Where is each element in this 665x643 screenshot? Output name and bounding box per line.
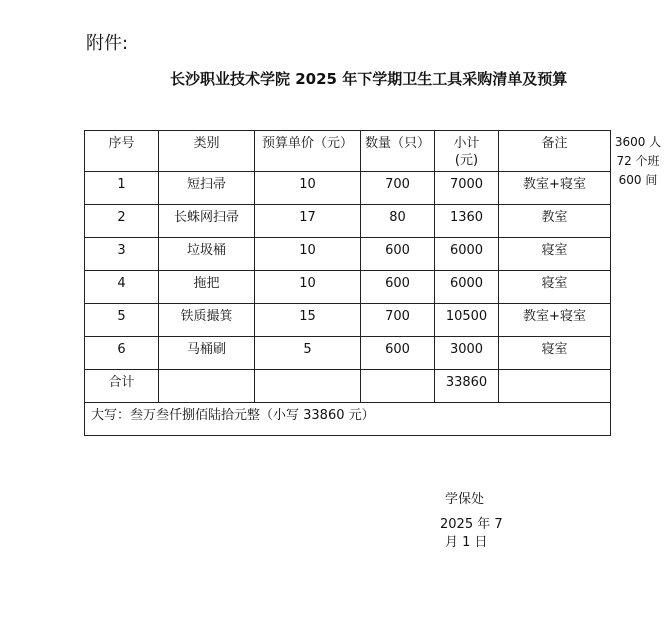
cell-price: 5	[255, 337, 361, 370]
cell-subtotal: 10500	[435, 304, 499, 337]
cell-no: 5	[85, 304, 159, 337]
cell-qty: 80	[361, 205, 435, 238]
side-note	[612, 133, 664, 190]
header-subtotal-unit: (元)	[454, 153, 479, 168]
total-empty-cell	[255, 370, 361, 403]
side-note-classes: 72 个班	[616, 154, 660, 168]
total-empty-cell	[361, 370, 435, 403]
table-header-row	[85, 131, 611, 172]
header-no: 序号	[85, 131, 159, 172]
table-row	[85, 205, 611, 238]
total-label: 合计	[85, 370, 159, 403]
cell-note: 教室+寝室	[499, 304, 611, 337]
header-subtotal	[435, 131, 499, 172]
cell-qty: 700	[361, 304, 435, 337]
cell-qty: 600	[361, 337, 435, 370]
cell-no: 3	[85, 238, 159, 271]
attachment-label: 附件:	[86, 33, 129, 54]
table-row	[85, 337, 611, 370]
signature-dept: 学保处	[445, 492, 485, 507]
cell-qty: 700	[361, 172, 435, 205]
cell-subtotal: 7000	[435, 172, 499, 205]
header-qty: 数量（只）	[361, 131, 435, 172]
table-row	[85, 238, 611, 271]
cell-subtotal: 1360	[435, 205, 499, 238]
signature-date-line1: 2025 年 7	[440, 517, 503, 532]
document-title: 长沙职业技术学院 2025 年下学期卫生工具采购清单及预算	[170, 70, 568, 88]
cell-no: 6	[85, 337, 159, 370]
signature-date-line2: 月 1 日	[445, 535, 488, 550]
total-row	[85, 370, 611, 403]
header-note: 备注	[499, 131, 611, 172]
total-empty-cell	[499, 370, 611, 403]
table-row	[85, 271, 611, 304]
capital-amount-row	[85, 403, 611, 436]
cell-subtotal: 3000	[435, 337, 499, 370]
cell-price: 15	[255, 304, 361, 337]
cell-no: 1	[85, 172, 159, 205]
side-note-students: 3600 人	[614, 135, 662, 149]
cell-note: 教室+寝室	[499, 172, 611, 205]
total-value: 33860	[435, 370, 499, 403]
cell-item: 铁质撮箕	[159, 304, 255, 337]
table-row	[85, 172, 611, 205]
cell-note: 寝室	[499, 238, 611, 271]
cell-note: 寝室	[499, 337, 611, 370]
side-note-rooms: 600 间	[618, 173, 658, 187]
cell-note: 寝室	[499, 271, 611, 304]
cell-note: 教室	[499, 205, 611, 238]
header-item: 类别	[159, 131, 255, 172]
cell-qty: 600	[361, 238, 435, 271]
cell-item: 马桶刷	[159, 337, 255, 370]
total-empty-cell	[159, 370, 255, 403]
cell-subtotal: 6000	[435, 238, 499, 271]
header-price: 预算单价（元）	[255, 131, 361, 172]
cell-subtotal: 6000	[435, 271, 499, 304]
cell-price: 10	[255, 172, 361, 205]
capital-amount-text: 大写：叁万叁仟捌佰陆拾元整（小写 33860 元）	[85, 403, 611, 436]
table-row	[85, 304, 611, 337]
cell-price: 17	[255, 205, 361, 238]
cell-qty: 600	[361, 271, 435, 304]
cell-item: 拖把	[159, 271, 255, 304]
cell-item: 垃圾桶	[159, 238, 255, 271]
cell-price: 10	[255, 271, 361, 304]
header-subtotal-label: 小计	[453, 136, 480, 151]
cell-item: 长蛛网扫帚	[159, 205, 255, 238]
budget-table	[84, 130, 611, 436]
cell-no: 4	[85, 271, 159, 304]
cell-price: 10	[255, 238, 361, 271]
cell-item: 短扫帚	[159, 172, 255, 205]
cell-no: 2	[85, 205, 159, 238]
